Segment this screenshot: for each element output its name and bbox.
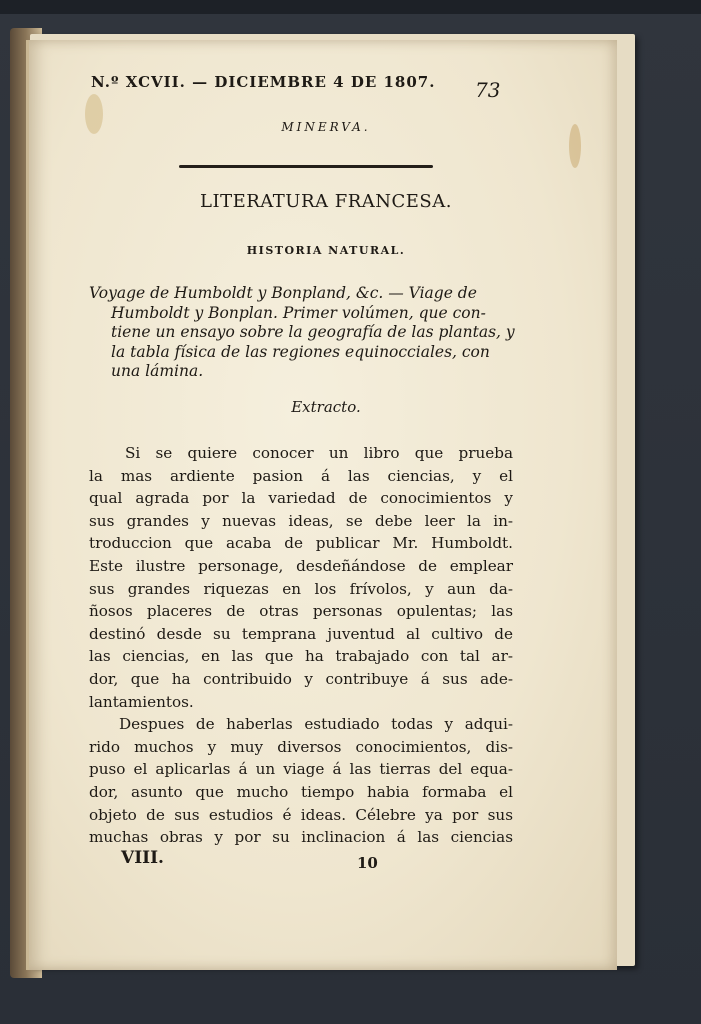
body-line: sus grandes riquezas en los frívolos, y aun da- bbox=[89, 579, 513, 598]
citation-line: Humboldt y Bonplan. Primer volúmen, que con- bbox=[111, 303, 486, 322]
issue-header: N.º XCVII. — DICIEMBRE 4 DE 1807. bbox=[91, 73, 436, 91]
section-title: LITERATURA FRANCESA. bbox=[200, 191, 452, 212]
body-line: troduccion que acaba de publicar Mr. Humboldt. bbox=[89, 534, 513, 553]
divider-rule bbox=[179, 165, 433, 168]
book-page bbox=[26, 40, 617, 970]
citation-line: la tabla física de las regiones equinocciales, con bbox=[111, 342, 490, 361]
sheet-number: 10 bbox=[357, 854, 378, 872]
book-citation bbox=[89, 284, 513, 382]
body-line: las ciencias, en las que ha trabajado con tal ar- bbox=[89, 647, 513, 666]
body-line: Este ilustre personage, desdeñándose de emplear bbox=[89, 556, 513, 575]
signature-mark: VIII. bbox=[121, 848, 164, 868]
scan-top-border bbox=[0, 0, 701, 14]
body-line: destinó desde su temprana juventud al cultivo de bbox=[89, 624, 513, 643]
article-body bbox=[89, 442, 513, 849]
body-line: dor, asunto que mucho tiempo habia formaba el bbox=[89, 782, 513, 801]
body-line: objeto de sus estudios é ideas. Célebre ya por sus bbox=[89, 805, 513, 824]
body-line: qual agrada por la variedad de conocimientos y bbox=[89, 489, 513, 508]
body-line: sus grandes y nuevas ideas, se debe leer la in- bbox=[89, 511, 513, 530]
citation-line: tiene un ensayo sobre la geografía de las plantas, y bbox=[111, 323, 515, 341]
body-line: Si se quiere conocer un libro que prueba bbox=[125, 444, 513, 462]
page-number: 73 bbox=[475, 78, 501, 102]
subsection-title: HISTORIA NATURAL. bbox=[246, 244, 406, 257]
citation-line: Voyage de Humboldt y Bonpland, &c. — Viage de bbox=[89, 284, 477, 302]
body-line: rido muchos y muy diversos conocimientos, dis- bbox=[89, 737, 513, 756]
body-line: muchas obras y por su inclinacion á las ciencias bbox=[89, 828, 513, 847]
body-line: dor, que ha contribuido y contribuye á sus ade- bbox=[89, 669, 513, 688]
body-line: la mas ardiente pasion á las ciencias, y el bbox=[89, 466, 513, 485]
body-line: ñosos placeres de otras personas opulentas; las bbox=[89, 602, 513, 621]
body-line: puso el aplicarlas á un viage á las tierras del equa- bbox=[89, 760, 513, 779]
body-line: Despues de haberlas estudiado todas y adqui- bbox=[119, 715, 513, 734]
extract-label: Extracto. bbox=[291, 398, 361, 416]
citation-line: una lámina. bbox=[111, 362, 204, 380]
body-line: lantamientos. bbox=[89, 692, 194, 711]
journal-name: MINERVA. bbox=[281, 120, 371, 134]
